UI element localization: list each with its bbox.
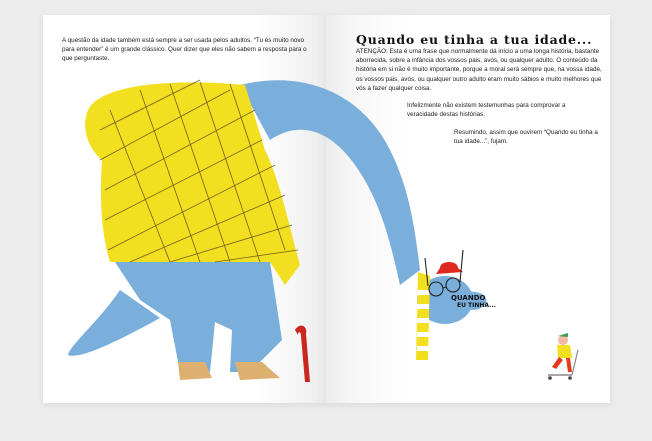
paragraph-attention: ATENÇÃO: Esta é uma frase que normalmente dá início a uma longa história, bastante aborrecida, sobre a infância dos vossos pais, avós, ou qualquer adulto. O conteúdo da história em si não é muito importante, porque a moral será sempre que, na vossa idade, os vossos pais, avós, ou qualquer outro adulto eram muito sábios e muito melhores que vós a fazer qualquer coisa. (356, 48, 602, 92)
speech-line-1: QUANDO (451, 294, 486, 302)
red-hat (436, 262, 463, 274)
cane (295, 326, 310, 382)
right-shoe (235, 362, 280, 380)
left-page-paragraph: A questão da idade também está sempre a ser usada pelos adultos. “Tu és muito novo para entender” é um grande clássico. Quer dizer que eles não sabem a resposta para o que perguntaste. (62, 37, 307, 63)
paragraph-summary: Resumindo, assim que ouvirem “Quando eu tinha a tua idade...”, fujam. (454, 129, 598, 146)
speech-bubble (451, 294, 496, 310)
speech-line-2: EU TINHA... (457, 302, 497, 309)
page-title: Quando eu tinha a tua idade... (356, 32, 593, 47)
child-on-scooter (548, 333, 578, 380)
paragraph-witnesses: Infelizmente não existem testemunhas para comprovar a veracidade destas histórias. (407, 102, 566, 119)
